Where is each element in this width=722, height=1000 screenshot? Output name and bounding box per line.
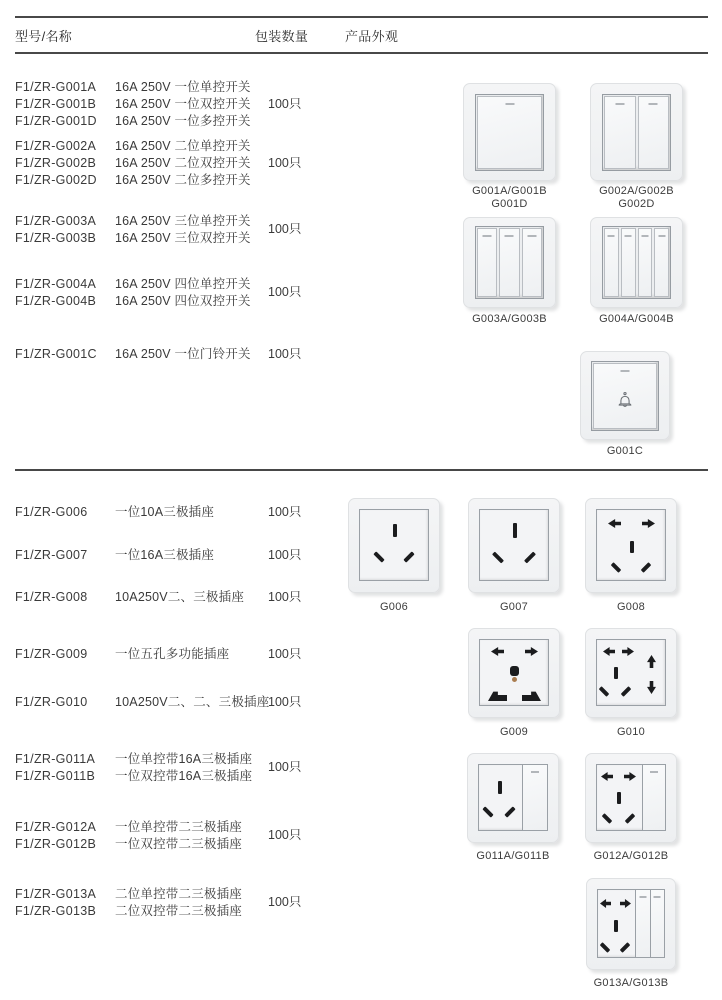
- product-desc: 二位单控带二三极插座: [115, 887, 243, 901]
- product-desc: 一位单控带16A三极插座: [115, 752, 253, 766]
- section-divider-rule: [15, 469, 708, 471]
- socket-hole-flat-right: [642, 519, 655, 528]
- rocker-indicator: [505, 235, 514, 237]
- figure-caption: [575, 850, 687, 863]
- package-qty: 100只: [268, 222, 302, 236]
- column-header-package-qty: 包装数量: [255, 29, 309, 44]
- figure-switch-doorbell: [580, 351, 670, 440]
- socket-hole-live: [641, 562, 652, 573]
- caption-line: G006: [379, 601, 409, 613]
- socket-switch-frame: [597, 889, 665, 958]
- socket-hole-live: [524, 551, 536, 563]
- figure-switch-1gang: [463, 83, 556, 181]
- product-desc: 10A250V二、三极插座: [115, 590, 245, 604]
- socket-switch-frame: [596, 764, 666, 831]
- package-qty: 100只: [268, 347, 302, 361]
- package-qty: 100只: [268, 97, 302, 111]
- product-desc: 一位双控带二三极插座: [115, 837, 243, 851]
- caption-line: G007: [499, 601, 529, 613]
- model-code: F1/ZR-G007: [15, 548, 88, 562]
- product-desc: 16A 250V 二位双控开关: [115, 156, 251, 170]
- model-code: F1/ZR-G001B: [15, 97, 97, 111]
- socket-plate: [468, 628, 560, 718]
- model-code: F1/ZR-G001D: [15, 114, 97, 128]
- socket-hole-earth: [617, 792, 621, 804]
- socket-hole-live: [504, 806, 515, 817]
- rocker-indicator: [483, 235, 492, 237]
- socket-hole-live: [625, 813, 636, 824]
- product-desc: 16A 250V 四位双控开关: [115, 294, 251, 308]
- column-header-appearance: 产品外观: [345, 29, 399, 44]
- model-code: F1/ZR-G001A: [15, 80, 97, 94]
- rocker: [621, 228, 636, 297]
- figure-socket-multifunction: [468, 628, 560, 718]
- figure-socket3pin-with-switch: [467, 753, 559, 843]
- switch-frame: [591, 361, 659, 431]
- figure-switch-4gang: [590, 217, 683, 308]
- rocker-indicator: [641, 235, 648, 237]
- socket-plate: [348, 498, 440, 593]
- caption-line: G002A/G002B: [599, 185, 674, 197]
- rocker-indicator: [608, 235, 615, 237]
- socket-plate: [467, 753, 559, 843]
- caption-line: G008: [616, 601, 646, 613]
- rocker-indicator: [650, 771, 658, 773]
- product-desc: 16A 250V 一位多控开关: [115, 114, 251, 128]
- switch-frame: [602, 94, 671, 171]
- switch-plate: [463, 217, 556, 308]
- caption-line: G001A/G001B: [472, 185, 547, 197]
- model-code: F1/ZR-G002D: [15, 173, 97, 187]
- rocker-indicator: [654, 896, 661, 898]
- product-desc: 一位16A三极插座: [115, 548, 215, 562]
- model-code: F1/ZR-G013B: [15, 904, 97, 918]
- socket-hole-flat-down: [647, 681, 656, 694]
- figure-socket5hole-with-switch: [585, 753, 677, 843]
- header-rule: [15, 52, 708, 54]
- rocker: [523, 765, 547, 830]
- socket-plate: [468, 498, 560, 593]
- product-desc: 一位10A三极插座: [115, 505, 215, 519]
- switch-plate: [590, 217, 683, 308]
- product-desc: 二位双控带二三极插座: [115, 904, 243, 918]
- figure-socket-3pin-16a: [468, 498, 560, 593]
- caption-line: G012A/G012B: [593, 850, 669, 862]
- figure-socket5hole-with-2switch: [586, 878, 676, 970]
- rocker: [477, 96, 542, 169]
- product-desc: 16A 250V 三位双控开关: [115, 231, 251, 245]
- product-desc: 一位五孔多功能插座: [115, 647, 230, 661]
- package-qty: 100只: [268, 695, 302, 709]
- socket-hole-flat-left: [600, 899, 611, 908]
- rocker-indicator: [621, 370, 630, 372]
- model-code: F1/ZR-G008: [15, 590, 88, 604]
- rocker: [477, 228, 497, 297]
- rocker: [654, 228, 669, 297]
- product-desc: 一位单控带二三极插座: [115, 820, 243, 834]
- package-qty: 100只: [268, 505, 302, 519]
- rocker-indicator: [527, 235, 536, 237]
- product-desc: 10A250V二、二、三极插座: [115, 695, 270, 709]
- product-desc: 16A 250V 一位单控开关: [115, 80, 251, 94]
- socket-face: [479, 509, 549, 581]
- rocker: [499, 228, 519, 297]
- rocker: [650, 890, 665, 957]
- socket-hole-neutral: [373, 551, 384, 562]
- socket-hole-live: [403, 551, 414, 562]
- switch-frame: [475, 226, 544, 299]
- caption-line: G003A/G003B: [472, 313, 547, 325]
- model-code: F1/ZR-G002A: [15, 139, 97, 153]
- socket-hole-neutral: [602, 813, 613, 824]
- socket-hole-universal-dot: [512, 677, 517, 682]
- figure-caption: [576, 977, 686, 990]
- socket-face: [359, 509, 429, 581]
- socket-face: [596, 509, 666, 581]
- column-header-model-name: 型号/名称: [15, 29, 73, 44]
- model-code: F1/ZR-G003B: [15, 231, 97, 245]
- socket-hole-earth: [614, 667, 618, 679]
- switch-plate: [463, 83, 556, 181]
- rocker: [638, 96, 670, 169]
- caption-line: G004A/G004B: [599, 313, 674, 325]
- socket-face: [597, 765, 643, 830]
- socket-hole-neutral: [492, 551, 504, 563]
- switch-frame: [475, 94, 544, 171]
- caption-line: G001D: [491, 198, 528, 210]
- top-rule: [15, 16, 708, 18]
- rocker: [604, 96, 636, 169]
- figure-caption: [458, 601, 570, 614]
- figure-caption: [458, 726, 570, 739]
- socket-hole-neutral: [599, 686, 610, 697]
- figure-caption: [570, 445, 680, 458]
- socket-hole-flat-left: [601, 772, 613, 781]
- rocker: [638, 228, 653, 297]
- package-qty: 100只: [268, 285, 302, 299]
- socket-face: [479, 639, 549, 706]
- socket-hole-earth: [630, 541, 634, 553]
- model-code: F1/ZR-G003A: [15, 214, 97, 228]
- package-qty: 100只: [268, 895, 302, 909]
- socket-hole-flat-up: [647, 655, 656, 668]
- socket-hole-neutral: [611, 562, 622, 573]
- rocker-indicator: [649, 103, 658, 105]
- product-desc: 16A 250V 四位单控开关: [115, 277, 251, 291]
- switch-frame: [602, 226, 671, 299]
- package-qty: 100只: [268, 760, 302, 774]
- socket-face: [479, 765, 523, 830]
- doorbell-icon: [614, 390, 636, 410]
- figure-socket-3pin-10a: [348, 498, 440, 593]
- figure-caption: [338, 601, 450, 614]
- product-desc: 16A 250V 三位单控开关: [115, 214, 251, 228]
- caption-line: G013A/G013B: [593, 977, 669, 989]
- rocker-indicator: [625, 235, 632, 237]
- socket-hole-neutral: [600, 942, 611, 953]
- rocker-indicator: [658, 235, 665, 237]
- product-desc: 一位双控带16A三极插座: [115, 769, 253, 783]
- socket-hole-earth: [498, 781, 502, 794]
- figure-caption: [575, 726, 687, 739]
- socket-hole-flat-right: [622, 647, 634, 656]
- figure-socket-5hole: [585, 498, 677, 593]
- package-qty: 100只: [268, 590, 302, 604]
- model-code: F1/ZR-G009: [15, 647, 88, 661]
- rocker-indicator: [531, 771, 539, 773]
- package-qty: 100只: [268, 548, 302, 562]
- figure-switch-3gang: [463, 217, 556, 308]
- socket-hole-flat-left: [491, 647, 504, 656]
- socket-hole-earth: [393, 524, 397, 537]
- rocker: [636, 890, 650, 957]
- figure-caption: [580, 185, 693, 211]
- socket-switch-frame: [478, 764, 548, 831]
- caption-line: G011A/G011B: [476, 850, 550, 862]
- model-code: F1/ZR-G012A: [15, 820, 97, 834]
- socket-face: [598, 890, 636, 957]
- socket-hole-multi-right: [522, 690, 541, 701]
- model-code: F1/ZR-G004A: [15, 277, 97, 291]
- socket-hole-live: [621, 686, 632, 697]
- model-code: F1/ZR-G002B: [15, 156, 97, 170]
- model-code: F1/ZR-G006: [15, 505, 88, 519]
- caption-line: G001C: [606, 445, 644, 457]
- figure-socket-7hole: [585, 628, 677, 718]
- model-code: F1/ZR-G001C: [15, 347, 97, 361]
- socket-hole-flat-left: [603, 647, 615, 656]
- rocker: [604, 228, 619, 297]
- figure-caption: [575, 601, 687, 614]
- socket-hole-flat-right: [620, 899, 631, 908]
- socket-hole-flat-left: [608, 519, 621, 528]
- rocker-indicator: [505, 103, 514, 105]
- package-qty: 100只: [268, 156, 302, 170]
- caption-line: G002D: [618, 198, 655, 210]
- socket-plate: [585, 498, 677, 593]
- socket-face: [596, 639, 666, 706]
- rocker: [643, 765, 665, 830]
- socket-plate: [586, 878, 676, 970]
- socket-hole-multi-left: [488, 690, 507, 701]
- socket-hole-live: [620, 942, 631, 953]
- rocker: [522, 228, 542, 297]
- product-desc: 16A 250V 二位多控开关: [115, 173, 251, 187]
- caption-line: G009: [499, 726, 529, 738]
- socket-hole-universal: [510, 666, 519, 676]
- model-code: F1/ZR-G011B: [15, 769, 96, 783]
- product-desc: 16A 250V 二位单控开关: [115, 139, 251, 153]
- figure-caption: [580, 313, 693, 326]
- package-qty: 100只: [268, 828, 302, 842]
- rocker-indicator: [639, 896, 646, 898]
- socket-hole-flat-right: [624, 772, 636, 781]
- figure-caption: [453, 185, 566, 211]
- model-code: F1/ZR-G011A: [15, 752, 96, 766]
- product-desc: 16A 250V 一位门铃开关: [115, 347, 251, 361]
- model-code: F1/ZR-G012B: [15, 837, 97, 851]
- socket-plate: [585, 628, 677, 718]
- rocker-indicator: [615, 103, 624, 105]
- model-code: F1/ZR-G010: [15, 695, 88, 709]
- switch-plate: [580, 351, 670, 440]
- product-desc: 16A 250V 一位双控开关: [115, 97, 251, 111]
- rocker: [593, 363, 657, 429]
- socket-hole-neutral: [482, 806, 493, 817]
- socket-hole-earth: [614, 920, 618, 932]
- model-code: F1/ZR-G013A: [15, 887, 97, 901]
- socket-hole-flat-right: [525, 647, 538, 656]
- model-code: F1/ZR-G004B: [15, 294, 97, 308]
- package-qty: 100只: [268, 647, 302, 661]
- switch-plate: [590, 83, 683, 181]
- figure-switch-2gang: [590, 83, 683, 181]
- figure-caption: [453, 313, 566, 326]
- figure-caption: [457, 850, 569, 863]
- socket-plate: [585, 753, 677, 843]
- socket-hole-earth: [513, 523, 517, 538]
- caption-line: G010: [616, 726, 646, 738]
